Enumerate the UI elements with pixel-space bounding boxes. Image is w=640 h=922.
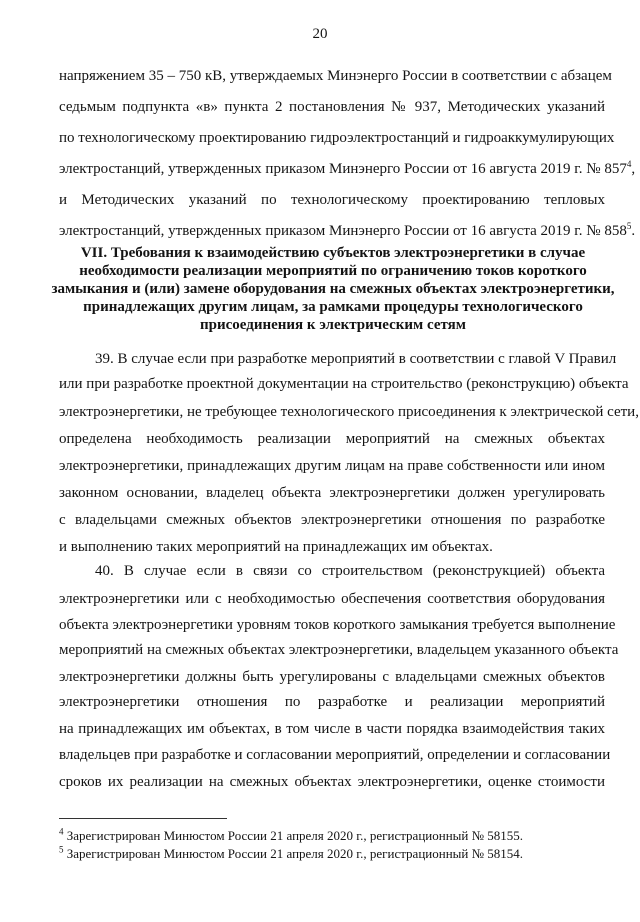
heading-line: принадлежащих другим лицам, за рамками процедуры технологического	[83, 299, 583, 315]
text-line: мероприятий на смежных объектах электроэнергетики, владельцем указанного объекта	[59, 642, 619, 658]
text-line: определена необходимость реализации мероприятий на смежных объектах	[59, 431, 605, 447]
text-line: напряжением 35 – 750 кВ, утверждаемых Минэнерго России в соответствии с абзацем	[59, 68, 612, 84]
text-segment: электростанций, утвержденных приказом Минэнерго России от 16 августа 2019 г. № 857	[59, 161, 627, 177]
footnote-ref: 5	[626, 221, 632, 231]
text-line: по технологическому проектированию гидроэлектростанций и гидроаккумулирующих	[59, 130, 615, 146]
text-line: сроков их реализации на смежных объектах электроэнергетики, оценке стоимости	[59, 774, 605, 790]
text-segment: ,	[631, 161, 636, 177]
heading-line: необходимости реализации мероприятий по ограничению токов короткого	[79, 263, 587, 279]
footnote-text: Зарегистрирован Минюстом России 21 апреля 2020 г., регистрационный № 58154.	[63, 846, 524, 861]
footnote-ref: 4	[626, 159, 632, 169]
text-line: электроэнергетики должны быть урегулированы с владельцами смежных объектов	[59, 669, 605, 685]
footnote-4	[59, 828, 523, 843]
text-line-with-footnote	[59, 221, 636, 240]
text-line: объекта электроэнергетики уровням токов короткого замыкания требуется выполнение	[59, 617, 616, 633]
text-segment: .	[631, 223, 636, 239]
text-line: седьмым подпункта «в» пункта 2 постановления № 937, Методических указаний	[59, 99, 605, 115]
heading-line: замыкания и (или) замене оборудования на смежных объектах электроэнергетики,	[51, 281, 615, 297]
text-line: электроэнергетики отношения по разработке и реализации мероприятий	[59, 694, 605, 710]
footnote-mark: 5	[59, 844, 64, 855]
text-segment: электростанций, утвержденных приказом Минэнерго России от 16 августа 2019 г. № 858	[59, 223, 627, 239]
text-line-with-footnote	[59, 159, 636, 178]
footnote-text: Зарегистрирован Минюстом России 21 апреля 2020 г., регистрационный № 58155.	[63, 828, 524, 843]
text-line: 39. В случае если при разработке мероприятий в соответствии с главой V Правил	[95, 351, 617, 367]
text-line: и Методических указаний по технологическому проектированию тепловых	[59, 192, 605, 208]
text-line: на принадлежащих им объектах, в том числе в части порядка взаимодействия таких	[59, 721, 605, 737]
text-line: электроэнергетики, принадлежащих другим лицам на праве собственности или ином	[59, 458, 605, 474]
footnote-5	[59, 846, 523, 861]
footnote-divider	[59, 818, 227, 819]
text-line: с владельцами смежных объектов электроэнергетики отношения по разработке	[59, 512, 605, 528]
heading-line: присоединения к электрическим сетям	[200, 317, 466, 333]
heading-line: VII. Требования к взаимодействию субъектов электроэнергетики в случае	[80, 245, 586, 261]
text-line: электроэнергетики, не требующее технологического присоединения к электрической сети,	[59, 404, 639, 420]
text-line: электроэнергетики или с необходимостью обеспечения соответствия оборудования	[59, 591, 605, 607]
text-line: владельцев при разработке и согласовании мероприятий, определении и согласовании	[59, 747, 611, 763]
footnote-mark: 4	[59, 826, 64, 837]
text-line: и выполнению таких мероприятий на принадлежащих им объектах.	[59, 539, 493, 555]
text-line: 40. В случае если в связи со строительством (реконструкцией) объекта	[95, 563, 605, 579]
text-line: или при разработке проектной документации на строительство (реконструкцию) объекта	[59, 376, 629, 392]
text-line: законном основании, владелец объекта электроэнергетики должен урегулировать	[59, 485, 605, 501]
page-number: 20	[312, 26, 328, 42]
